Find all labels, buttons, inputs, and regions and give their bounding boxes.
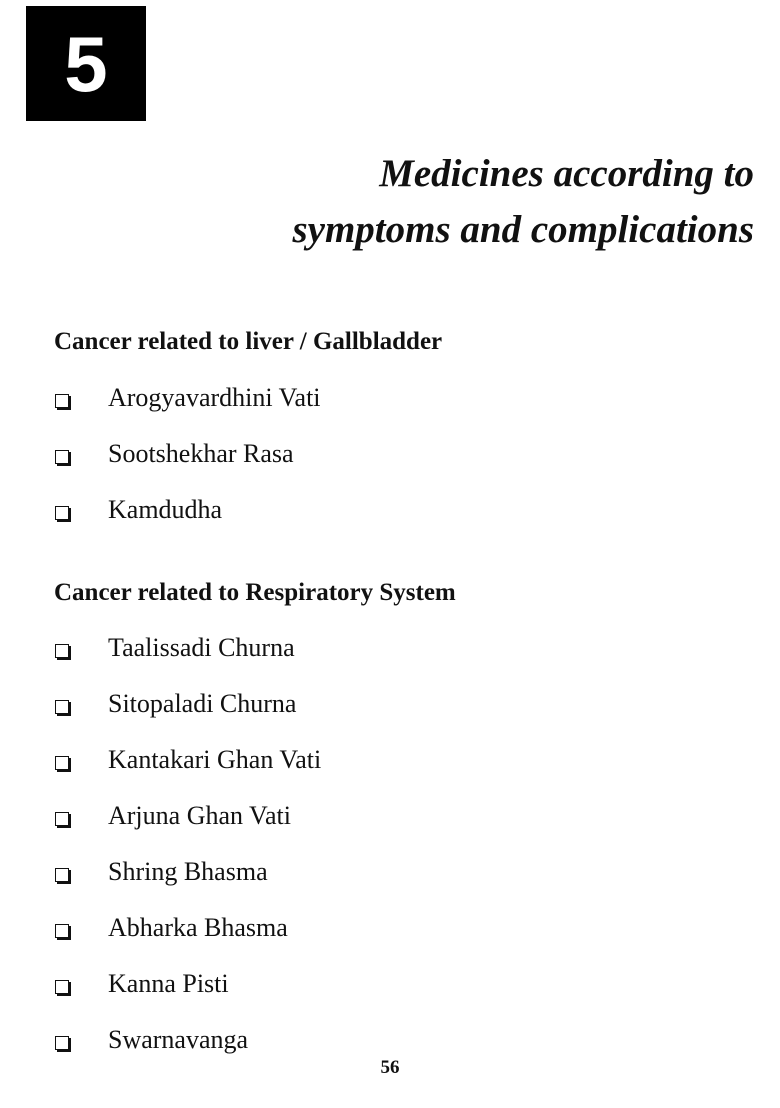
list-item xyxy=(54,689,456,745)
checkbox-icon xyxy=(55,980,69,994)
checkbox-icon xyxy=(55,450,69,464)
list-item-label: Kamdudha xyxy=(108,495,223,524)
medicine-list xyxy=(54,633,456,1081)
checkbox-icon xyxy=(55,644,69,658)
list-item-label: Kantakari Ghan Vati xyxy=(108,745,322,774)
section-heading: Cancer related to liver / Gallbladder xyxy=(54,328,443,355)
list-item-label: Abharka Bhasma xyxy=(108,913,288,942)
list-item xyxy=(54,439,442,495)
list-item-label: Arjuna Ghan Vati xyxy=(108,801,291,830)
chapter-title-line-1: Medicines according to xyxy=(379,152,754,195)
checkbox-icon xyxy=(55,700,69,714)
checkbox-icon xyxy=(55,394,69,408)
section-liver-gallbladder xyxy=(54,327,442,551)
page-number: 56 xyxy=(380,1057,400,1078)
list-item xyxy=(54,495,442,551)
medicine-list xyxy=(54,383,442,551)
list-item-label: Kanna Pisti xyxy=(108,969,229,998)
checkbox-icon xyxy=(55,756,69,770)
list-item xyxy=(54,969,456,1025)
list-item xyxy=(54,383,442,439)
checkbox-icon xyxy=(55,868,69,882)
checkbox-icon xyxy=(55,812,69,826)
checkbox-icon xyxy=(55,924,69,938)
list-item xyxy=(54,745,456,801)
list-item-label: Sootshekhar Rasa xyxy=(108,439,294,468)
checkbox-icon xyxy=(55,506,69,520)
list-item-label: Shring Bhasma xyxy=(108,857,268,886)
chapter-number: 5 xyxy=(64,19,108,108)
section-heading: Cancer related to Respiratory System xyxy=(54,579,456,606)
chapter-number-box xyxy=(26,6,146,121)
section-respiratory-system xyxy=(54,578,456,1081)
list-item-label: Swarnavanga xyxy=(108,1025,249,1054)
list-item-label: Arogyavardhini Vati xyxy=(108,383,321,412)
list-item xyxy=(54,633,456,689)
list-item-label: Taalissadi Churna xyxy=(108,633,295,662)
chapter-title-line-2: symptoms and complications xyxy=(292,208,754,251)
chapter-title xyxy=(114,146,754,258)
list-item xyxy=(54,801,456,857)
list-item-label: Sitopaladi Churna xyxy=(108,689,297,718)
checkbox-icon xyxy=(55,1036,69,1050)
list-item xyxy=(54,913,456,969)
list-item xyxy=(54,857,456,913)
